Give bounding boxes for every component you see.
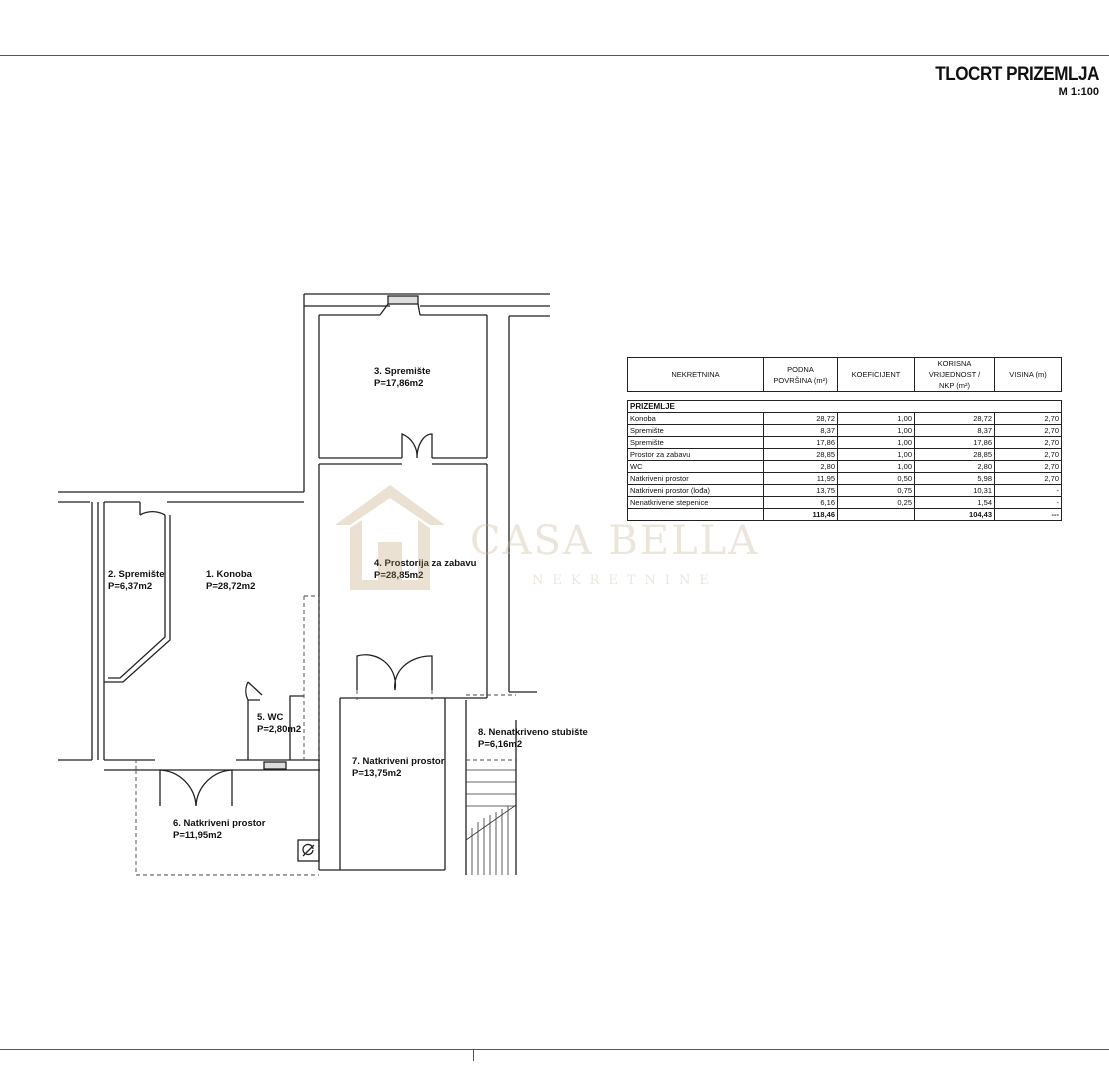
room-3-name: 3. Spremište	[374, 366, 431, 377]
room-5-name: 5. WC	[257, 712, 284, 723]
cell-usable: 2,80	[915, 461, 995, 473]
room-4-area: P=28,85m2	[374, 570, 424, 581]
cell-area: 2,80	[764, 461, 838, 473]
cell-total-height: ---	[995, 509, 1062, 521]
cell-height: -	[995, 497, 1062, 509]
cell-usable: 17,86	[915, 437, 995, 449]
room-6-name: 6. Natkriveni prostor	[173, 818, 266, 829]
table-row	[628, 485, 1062, 497]
cell-area: 11,95	[764, 473, 838, 485]
cell-total-usable: 104,43	[915, 509, 995, 521]
cell-area: 28,72	[764, 413, 838, 425]
cell-name: Konoba	[628, 413, 764, 425]
stair-treads	[466, 770, 516, 875]
cell-coef: 1,00	[838, 425, 915, 437]
room-8-area: P=6,16m2	[478, 739, 523, 750]
cell-total-coef	[838, 509, 915, 521]
cell-coef: 0,50	[838, 473, 915, 485]
cell-total-label	[628, 509, 764, 521]
cell-coef: 0,75	[838, 485, 915, 497]
cell-area: 6,16	[764, 497, 838, 509]
table-row	[628, 413, 1062, 425]
table-row	[628, 437, 1062, 449]
room-1-area: P=28,72m2	[206, 581, 256, 592]
wall-right	[509, 316, 550, 692]
cell-usable: 10,31	[915, 485, 995, 497]
door-storage-2	[140, 502, 165, 515]
room-2-name: 2. Spremište	[108, 569, 165, 580]
cell-name: WC	[628, 461, 764, 473]
cell-coef: 1,00	[838, 437, 915, 449]
cell-area: 17,86	[764, 437, 838, 449]
cell-area: 28,85	[764, 449, 838, 461]
room-7-name: 7. Natkriveni prostor	[352, 756, 445, 767]
table-row	[628, 497, 1062, 509]
table-row	[628, 425, 1062, 437]
plan-title: TLOCRT PRIZEMLJA	[935, 64, 1099, 85]
cell-coef: 0,25	[838, 497, 915, 509]
cell-area: 8,37	[764, 425, 838, 437]
cell-height: 2,70	[995, 473, 1062, 485]
table-row	[628, 449, 1062, 461]
cell-height: 2,70	[995, 413, 1062, 425]
room-5-area: P=2,80m2	[257, 724, 302, 735]
cell-height: 2,70	[995, 449, 1062, 461]
cell-name: Prostor za zabavu	[628, 449, 764, 461]
cell-total-area: 118,46	[764, 509, 838, 521]
room-4-name: 4. Prostorija za zabavu	[374, 558, 477, 569]
room-8-name: 8. Nenatkriveno stubište	[478, 727, 588, 738]
section-label: PRIZEMLJE	[628, 401, 1062, 413]
header-height: VISINA (m)	[995, 358, 1062, 392]
cell-height: 2,70	[995, 425, 1062, 437]
area-table	[627, 357, 1062, 521]
watermark-name: CASA BELLA	[470, 518, 760, 564]
cell-name: Natkriveni prostor	[628, 473, 764, 485]
room-1-name: 1. Konoba	[206, 569, 252, 580]
cell-usable: 5,98	[915, 473, 995, 485]
door-wc	[246, 682, 262, 700]
header-usable: KORISNA VRIJEDNOST / NKP (m²)	[915, 358, 995, 392]
wall-top	[304, 294, 550, 492]
wall-room-7	[319, 698, 445, 870]
cell-name: Natkriveni prostor (lođa)	[628, 485, 764, 497]
cell-name: Nenatkrivene stepenice	[628, 497, 764, 509]
cell-coef: 1,00	[838, 461, 915, 473]
room-2-area: P=6,37m2	[108, 581, 153, 592]
door-room-6	[160, 770, 232, 806]
door-room-4	[357, 655, 432, 690]
wall-storage-2	[104, 515, 170, 682]
table-gap-row	[628, 392, 1062, 401]
cell-usable: 8,37	[915, 425, 995, 437]
cell-height: -	[995, 485, 1062, 497]
cell-height: 2,70	[995, 437, 1062, 449]
boiler-symbol	[303, 844, 314, 856]
plan-scale: M 1:100	[1058, 86, 1099, 98]
table-total-row	[628, 509, 1062, 521]
table-section-row	[628, 401, 1062, 413]
cell-name: Spremište	[628, 437, 764, 449]
cell-coef: 1,00	[838, 413, 915, 425]
room-3-area: P=17,86m2	[374, 378, 424, 389]
room-7-area: P=13,75m2	[352, 768, 402, 779]
cell-coef: 1,00	[838, 449, 915, 461]
door-storage-3	[402, 434, 432, 458]
window-reveal	[380, 304, 420, 315]
table-row	[628, 473, 1062, 485]
cell-area: 13,75	[764, 485, 838, 497]
window-wc	[264, 762, 286, 769]
cell-usable: 1,54	[915, 497, 995, 509]
cell-usable: 28,72	[915, 413, 995, 425]
watermark-subtitle: NEKRETNINE	[532, 573, 718, 588]
cell-usable: 28,85	[915, 449, 995, 461]
header-coefficient: KOEFICIJENT	[838, 358, 915, 392]
cell-height: 2,70	[995, 461, 1062, 473]
table-row	[628, 461, 1062, 473]
window-top	[388, 296, 418, 304]
header-property: NEKRETNINA	[628, 358, 764, 392]
cell-name: Spremište	[628, 425, 764, 437]
header-floor-area: PODNA POVRŠINA (m²)	[764, 358, 838, 392]
room-6-area: P=11,95m2	[173, 830, 222, 841]
table-header-row	[628, 358, 1062, 392]
